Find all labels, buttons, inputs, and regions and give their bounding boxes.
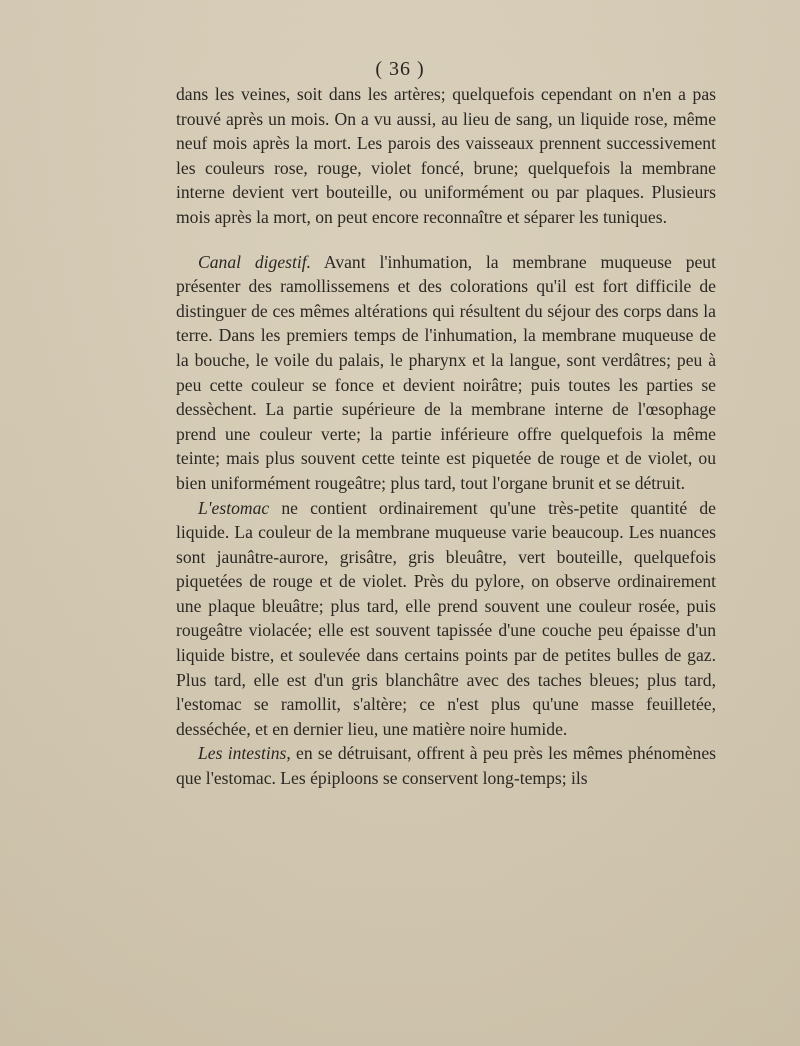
paragraph-lead: L'estomac: [198, 497, 270, 518]
paragraph-stomach: [176, 496, 716, 742]
paragraph-lead: Les intestins: [198, 743, 287, 764]
paragraph-text: ne contient ordinairement qu'une très-petite quantité de liquide. La couleur de la membrane muqueuse varie beaucoup. Les nuances sont jaunâtre-aurore, grisâtre, gris bleuâtre, vert bouteille, quelquefois piquetées de rouge et de violet. Près du pylore, on observe ordinairement une plaque bleuâtre; plus tard, elle prend souvent une couleur rosée, puis rougeâtre violacée; elle est souvent tapissée d'une couche peu épaisse d'un liquide bistre, et soulevée dans certains points par de petites bulles de gaz. Plus tard, elle est d'un gris blanchâtre avec des taches bleues; plus tard, l'estomac se ramollit, s'altère; ce n'est plus qu'une masse feuilletée, desséchée, et en dernier lieu, une matière noire humide.: [176, 497, 716, 739]
paragraph-vessels: [176, 82, 716, 230]
body-text: [176, 82, 716, 791]
paragraph-text: , en se détruisant, offrent à peu près les mêmes phénomènes que l'estomac. Les épiploons se conservent long-temps; ils: [176, 743, 716, 789]
paragraph-intestines: [176, 741, 716, 790]
paragraph-text: dans les veines, soit dans les artères; quelquefois cependant on n'en a pas trouvé après un mois. On a vu aussi, au lieu de sang, un liquide rose, même neuf mois après la mort. Les parois des vaisseaux prennent successivement les couleurs rose, rouge, violet foncé, brune; quelquefois la membrane interne devient vert bouteille, ou uniformément ou par plaques. Plusieurs mois après la mort, on peut encore reconnaître et séparer les tuniques.: [176, 84, 716, 227]
paragraph-lead: Canal digestif.: [198, 251, 312, 272]
paragraph-text: Avant l'inhumation, la membrane muqueuse peut présenter des ramollissemens et des colorations qu'il est fort difficile de distinguer de ces mêmes altérations qui résultent du séjour des corps dans la terre. Dans les premiers temps de l'inhumation, la membrane muqueuse de la bouche, le voile du palais, le pharynx et la langue, sont verdâtres; peu à peu cette couleur se fonce et devient noirâtre; puis toutes les parties se dessèchent. La partie supérieure de la membrane interne de l'œsophage prend une couleur verte; la partie inférieure offre quelquefois la même teinte; mais plus souvent cette teinte est piquetée de rouge et de violet, ou bien uniformément rougeâtre; plus tard, tout l'organe brunit et se détruit.: [176, 251, 716, 493]
page-number: ( 36 ): [375, 58, 425, 80]
paragraph-digestive-canal: [176, 250, 716, 496]
